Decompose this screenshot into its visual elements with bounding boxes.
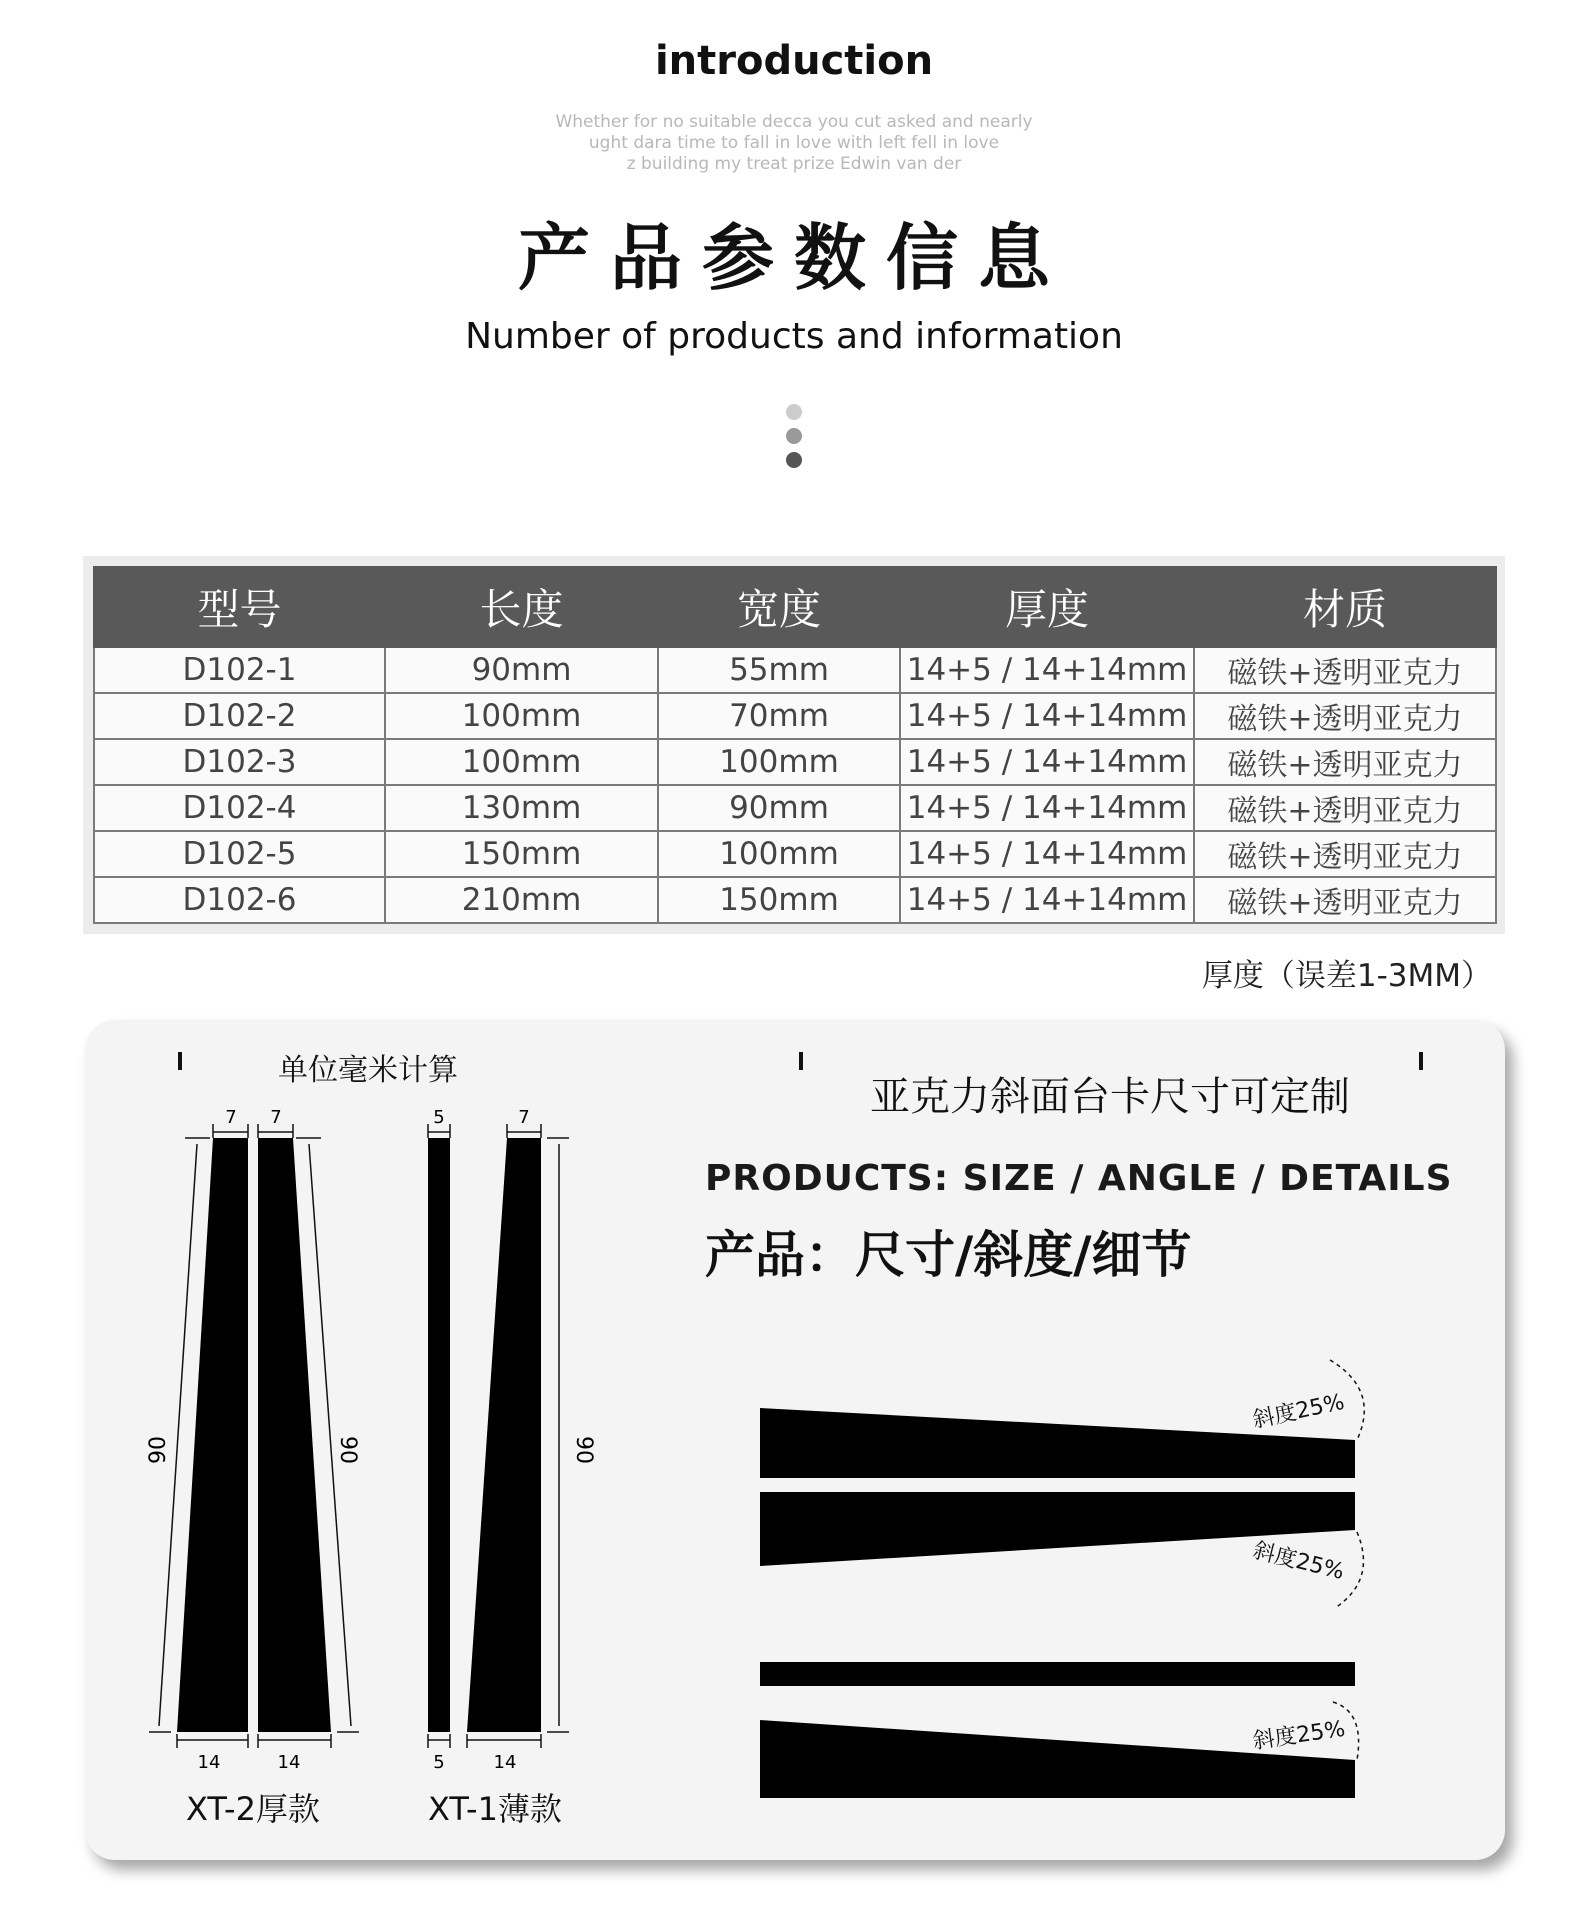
cell-material: 磁铁+透明亚克力 [1194,693,1496,739]
cell-width: 100mm [658,739,900,785]
xt1-top-dim-left: 5 [433,1107,445,1128]
table-row [94,785,1496,831]
table-row [94,647,1496,693]
xt2-top-dim-right: 7 [270,1107,282,1128]
xt2-height-right: 90 [335,1436,360,1464]
intro-subtitle [0,112,1588,175]
xt2-name: XT-2厚款 [186,1790,320,1828]
spec-table [93,566,1497,924]
xt1-bottom-dim-left: 5 [433,1752,445,1773]
products-heading-cn: 产品：尺寸/斜度/细节 [705,1226,1192,1284]
cell-thickness: 14+5 / 14+14mm [900,647,1194,693]
cell-thickness: 14+5 / 14+14mm [900,785,1194,831]
customizable-label: 亚克力斜面台卡尺寸可定制 [870,1074,1350,1120]
cell-material: 磁铁+透明亚克力 [1194,831,1496,877]
header-width: 宽度 [658,567,900,647]
table-row [94,693,1496,739]
diagram-panel [85,1020,1505,1860]
cell-width: 150mm [658,877,900,923]
cell-thickness: 14+5 / 14+14mm [900,739,1194,785]
side-view-thick [760,1360,1364,1608]
cell-width: 90mm [658,785,900,831]
cell-thickness: 14+5 / 14+14mm [900,693,1194,739]
header-length: 长度 [385,567,658,647]
table-row [94,831,1496,877]
xt2-thick-drawing [146,1107,360,1828]
cell-model: D102-1 [94,647,385,693]
table-header-row [94,567,1496,647]
tick-mark [1419,1052,1423,1070]
intro-title: introduction [654,38,934,84]
tick-mark [799,1052,803,1070]
tick-mark [178,1052,182,1070]
intro-subtitle-line: ught dara time to fall in love with left fell in love [588,133,1000,153]
cell-length: 150mm [385,831,658,877]
section-title-cn: 产品参数信息 [517,216,1070,300]
cell-length: 100mm [385,693,658,739]
cell-material: 磁铁+透明亚克力 [1194,739,1496,785]
xt1-name: XT-1薄款 [428,1790,562,1828]
thickness-tolerance-note: 厚度（误差1-3MM） [1201,958,1492,994]
unit-label: 单位毫米计算 [278,1053,458,1088]
cell-length: 130mm [385,785,658,831]
xt2-bottom-dim-right: 14 [277,1752,301,1773]
xt1-height: 90 [571,1436,596,1464]
cell-thickness: 14+5 / 14+14mm [900,831,1194,877]
cell-material: 磁铁+透明亚克力 [1194,877,1496,923]
cell-length: 100mm [385,739,658,785]
xt2-height-left: 90 [146,1436,171,1464]
slope-label-upper: 斜度25% [1250,1389,1347,1434]
cell-length: 210mm [385,877,658,923]
xt2-left-wedge [177,1138,248,1732]
xt1-top-dim-right: 7 [518,1107,530,1128]
side-thin-plate [760,1662,1355,1686]
header-thickness: 厚度 [900,567,1194,647]
header-model: 型号 [94,567,385,647]
diagram-svg [85,1020,1505,1860]
intro-subtitle-line: z building my treat prize Edwin van der [626,154,962,174]
decor-dot-light [786,404,802,420]
table-row [94,739,1496,785]
xt1-thin-drawing [428,1107,596,1828]
cell-thickness: 14+5 / 14+14mm [900,877,1194,923]
header-material: 材质 [1194,567,1496,647]
products-heading-en: PRODUCTS: SIZE / ANGLE / DETAILS [705,1158,1453,1199]
xt2-top-dim-left: 7 [225,1107,237,1128]
cell-material: 磁铁+透明亚克力 [1194,785,1496,831]
cell-model: D102-6 [94,877,385,923]
side-view-thin [760,1662,1359,1798]
xt1-wedge [467,1138,541,1732]
cell-model: D102-4 [94,785,385,831]
cell-length: 90mm [385,647,658,693]
cell-width: 100mm [658,831,900,877]
xt2-right-wedge [258,1138,331,1732]
section-title-en: Number of products and information [465,316,1123,357]
table-row [94,877,1496,923]
slope-label-thin: 斜度25% [1251,1716,1347,1755]
cell-model: D102-2 [94,693,385,739]
decor-dot-mid [786,428,802,444]
slope-label-lower: 斜度25% [1250,1538,1347,1586]
cell-width: 55mm [658,647,900,693]
xt1-bottom-dim-right: 14 [493,1752,517,1773]
cell-model: D102-3 [94,739,385,785]
intro-subtitle-line: Whether for no suitable decca you cut asked and nearly [555,112,1033,132]
cell-width: 70mm [658,693,900,739]
cell-material: 磁铁+透明亚克力 [1194,647,1496,693]
decor-dot-dark [786,452,802,468]
xt1-back-plate [428,1138,450,1732]
xt2-bottom-dim-left: 14 [197,1752,221,1773]
cell-model: D102-5 [94,831,385,877]
